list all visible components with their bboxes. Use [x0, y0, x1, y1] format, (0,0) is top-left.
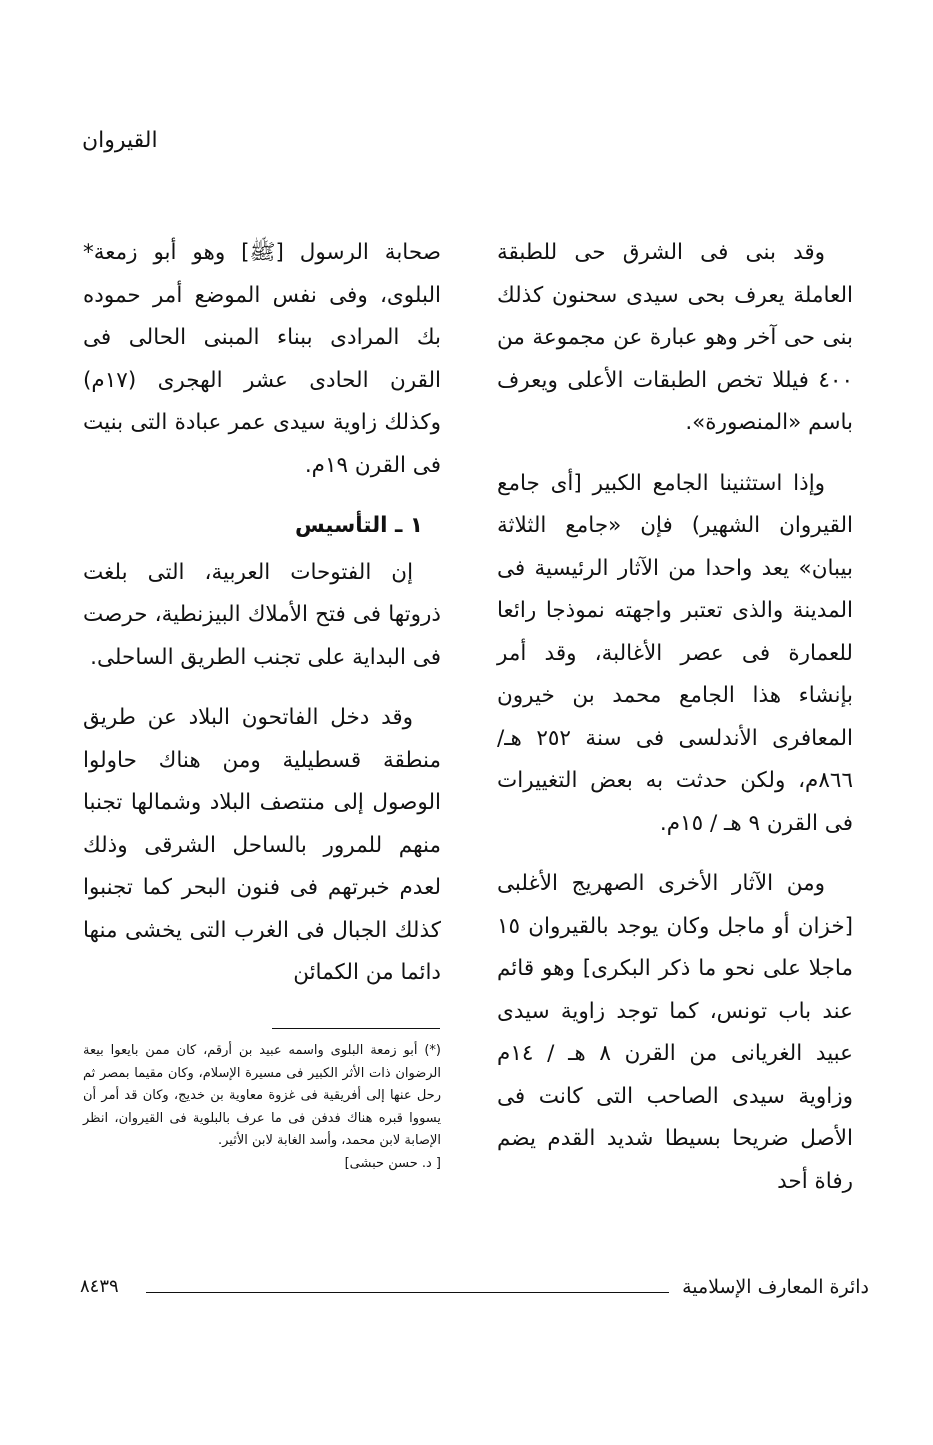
footer-journal-title: دائرة المعارف الإسلامية — [682, 1276, 869, 1298]
paragraph: إن الفتوحات العربية، التى بلغت ذروتها فى فتح الأملاك البيزنطية، حرصت فى البداية على تجنب الطريق الساحلى. — [83, 559, 441, 670]
running-header-title: القيروان — [82, 128, 158, 153]
paragraph: ومن الآثار الأخرى الصهريج الأغلبى [خزان أو ماجل وكان يوجد بالقيروان ١٥ ماجلا على نحو ما ذكر البكرى] وهو قائم عند باب تونس، كما توجد زاوية سيدى عبيد الغريانى من القرن ٨ هـ / ١٤م وزاوية سيدى الصاحب التى كانت فى الأصل ضريحا بسيطا شديد القدم يضم رفاة أحد — [497, 871, 853, 1194]
footnote-signature: [ د. حسن حبشى] — [344, 1155, 441, 1171]
footer-divider — [146, 1292, 669, 1293]
paragraph: وإذا استثنينا الجامع الكبير [أى جامع القيروان الشهير) فإن «جامع الثلاثة بيبان» يعد واحدا من الآثار الرئيسية فى المدينة والذى تعتبر واجهته نموذجا رائعا للعمارة فى عصر الأغالبة، وقد أمر بإنشاء هذا الجامع محمد بن خيرون المعافرى الأندلسى فى سنة ٢٥٢ هـ/ ٨٦٦م، ولكن حدثت به بعض التغييرات فى القرن ٩ هـ / ١٥م. — [497, 470, 853, 836]
continuation-paragraph: صحابة الرسول [ﷺ] وهو أبو زمعة* البلوى، وفى نفس الموضع أمر حموده بك المرادى ببناء المبنى الحالى فى القرن الحادى عشر الهجرى (١٧م) وكذلك زاوية سيدى عمر عبادة التى بنيت فى القرن ١٩م. — [83, 240, 441, 478]
footnote-divider — [272, 1028, 440, 1029]
left-column — [83, 232, 441, 1013]
footnote — [83, 1040, 441, 1175]
paragraph: وقد دخل الفاتحون البلاد عن طريق منطقة قسطيلية ومن هناك حاولوا الوصول إلى منتصف البلاد وشمالها تجنبا منهم للمرور بالساحل الشرقى وذلك لعدم خبرتهم فى فنون البحر كما تجنبوا كذلك الجبال فى الغرب التى يخشى منها دائما من الكمائن — [83, 705, 441, 985]
section-heading: ١ ـ التأسيس — [294, 513, 423, 538]
right-column — [497, 232, 853, 1221]
footnote-text: (*) أبو زمعة البلوى واسمه عبيد بن أرقم، كان ممن بايعوا بيعة الرضوان ذات الأثر الكبير فى مسيرة الإسلام، وكان مقيما بمصر ثم رحل عنها إلى أفريقية فى غزوة معاوية بن خديج، وكان قد أمر أن يسووا قبره هناك فدفن فى ما عرف بالبلوية فى القيروان، انظر الإصابة لابن محمد، وأسد الغابة لابن الأثير. — [83, 1043, 441, 1148]
page-number: ٨٤٣٩ — [80, 1276, 119, 1297]
paragraph: وقد بنى فى الشرق حى للطبقة العاملة يعرف بحى سيدى سحنون كذلك بنى حى آخر وهو عبارة عن مجموعة من ٤٠٠ فيللا تخص الطبقات الأعلى ويعرف باسم «المنصورة». — [497, 240, 853, 435]
